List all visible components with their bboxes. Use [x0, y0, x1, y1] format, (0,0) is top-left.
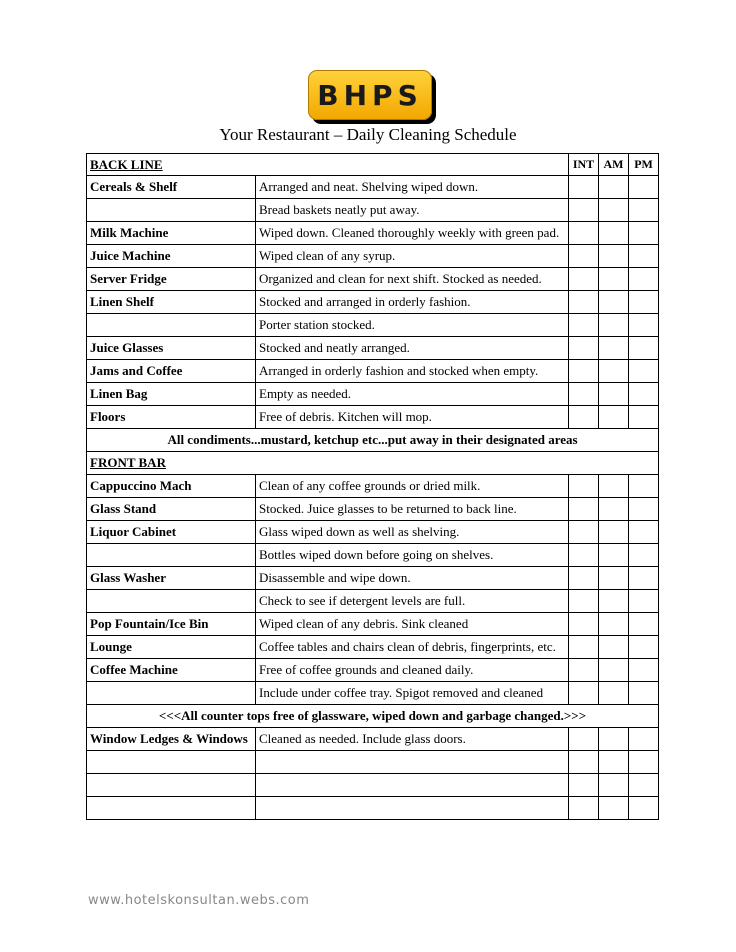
item-name: Liquor Cabinet: [87, 521, 256, 544]
check-pm-cell[interactable]: [629, 544, 659, 567]
check-pm-cell[interactable]: [629, 774, 659, 797]
task-description: Porter station stocked.: [256, 314, 569, 337]
check-pm-cell[interactable]: [629, 291, 659, 314]
check-int-cell[interactable]: [569, 498, 599, 521]
check-pm-cell[interactable]: [629, 176, 659, 199]
table-row: [87, 682, 659, 705]
check-am-cell[interactable]: [599, 682, 629, 705]
item-name: [87, 314, 256, 337]
task-description: Bottles wiped down before going on shelves.: [256, 544, 569, 567]
section-front-bar: FRONT BAR: [87, 452, 659, 475]
table-row: [87, 498, 659, 521]
item-name: [87, 751, 256, 774]
logo-text: BHPS: [317, 78, 423, 112]
schedule-body: [87, 154, 659, 820]
item-name: [87, 544, 256, 567]
check-int-cell[interactable]: [569, 567, 599, 590]
check-am-cell[interactable]: [599, 613, 629, 636]
header-row: [87, 154, 659, 176]
check-int-cell[interactable]: [569, 544, 599, 567]
task-description: Bread baskets neatly put away.: [256, 199, 569, 222]
check-am-cell[interactable]: [599, 314, 629, 337]
check-int-cell[interactable]: [569, 728, 599, 751]
item-name: [87, 590, 256, 613]
check-pm-cell[interactable]: [629, 751, 659, 774]
check-pm-cell[interactable]: [629, 383, 659, 406]
check-am-cell[interactable]: [599, 291, 629, 314]
task-description: Include under coffee tray. Spigot removed and cleaned: [256, 682, 569, 705]
table-row: [87, 567, 659, 590]
check-am-cell[interactable]: [599, 774, 629, 797]
item-name: Glass Washer: [87, 567, 256, 590]
check-am-cell[interactable]: [599, 406, 629, 429]
task-description: Free of coffee grounds and cleaned daily.: [256, 659, 569, 682]
table-row: [87, 544, 659, 567]
task-description: [256, 751, 569, 774]
col-int: INT: [569, 154, 599, 176]
check-pm-cell[interactable]: [629, 682, 659, 705]
check-pm-cell[interactable]: [629, 337, 659, 360]
table-row: [87, 613, 659, 636]
col-pm: PM: [629, 154, 659, 176]
check-int-cell[interactable]: [569, 222, 599, 245]
check-am-cell[interactable]: [599, 728, 629, 751]
check-am-cell[interactable]: [599, 383, 629, 406]
item-name: Cappuccino Mach: [87, 475, 256, 498]
check-pm-cell[interactable]: [629, 222, 659, 245]
task-description: Arranged in orderly fashion and stocked when empty.: [256, 360, 569, 383]
check-int-cell[interactable]: [569, 383, 599, 406]
check-pm-cell[interactable]: [629, 314, 659, 337]
check-int-cell[interactable]: [569, 268, 599, 291]
check-pm-cell[interactable]: [629, 590, 659, 613]
table-row: [87, 590, 659, 613]
check-int-cell[interactable]: [569, 797, 599, 820]
cleaning-schedule-table: [86, 153, 659, 820]
check-pm-cell[interactable]: [629, 360, 659, 383]
table-row: [87, 521, 659, 544]
table-row: [87, 199, 659, 222]
item-name: Juice Glasses: [87, 337, 256, 360]
check-pm-cell[interactable]: [629, 521, 659, 544]
table-row: [87, 314, 659, 337]
item-name: Jams and Coffee: [87, 360, 256, 383]
table-row: [87, 659, 659, 682]
check-am-cell[interactable]: [599, 521, 629, 544]
task-description: Cleaned as needed. Include glass doors.: [256, 728, 569, 751]
check-pm-cell[interactable]: [629, 728, 659, 751]
check-int-cell[interactable]: [569, 590, 599, 613]
back-line-note: All condiments...mustard, ketchup etc...put away in their designated areas: [87, 429, 659, 452]
check-int-cell[interactable]: [569, 360, 599, 383]
item-name: [87, 682, 256, 705]
check-int-cell[interactable]: [569, 636, 599, 659]
table-row: [87, 176, 659, 199]
item-name: Linen Shelf: [87, 291, 256, 314]
check-int-cell[interactable]: [569, 475, 599, 498]
task-description: Empty as needed.: [256, 383, 569, 406]
check-pm-cell[interactable]: [629, 636, 659, 659]
check-int-cell[interactable]: [569, 682, 599, 705]
task-description: Wiped down. Cleaned thoroughly weekly with green pad.: [256, 222, 569, 245]
item-name: Window Ledges & Windows: [87, 728, 256, 751]
item-name: Floors: [87, 406, 256, 429]
task-description: [256, 774, 569, 797]
task-description: Free of debris. Kitchen will mop.: [256, 406, 569, 429]
task-description: Glass wiped down as well as shelving.: [256, 521, 569, 544]
table-row: [87, 774, 659, 797]
item-name: [87, 797, 256, 820]
item-name: Cereals & Shelf: [87, 176, 256, 199]
item-name: Server Fridge: [87, 268, 256, 291]
table-row: [87, 636, 659, 659]
check-int-cell[interactable]: [569, 245, 599, 268]
check-am-cell[interactable]: [599, 176, 629, 199]
item-name: Lounge: [87, 636, 256, 659]
table-row: [87, 383, 659, 406]
table-row: [87, 475, 659, 498]
task-description: Arranged and neat. Shelving wiped down.: [256, 176, 569, 199]
check-int-cell[interactable]: [569, 751, 599, 774]
check-pm-cell[interactable]: [629, 475, 659, 498]
task-description: Disassemble and wipe down.: [256, 567, 569, 590]
task-description: Wiped clean of any syrup.: [256, 245, 569, 268]
check-int-cell[interactable]: [569, 521, 599, 544]
check-int-cell[interactable]: [569, 314, 599, 337]
check-am-cell[interactable]: [599, 498, 629, 521]
section-front-bar-row: [87, 452, 659, 475]
table-row: [87, 728, 659, 751]
check-int-cell[interactable]: [569, 199, 599, 222]
table-row: [87, 797, 659, 820]
task-description: Clean of any coffee grounds or dried milk.: [256, 475, 569, 498]
check-am-cell[interactable]: [599, 268, 629, 291]
check-am-cell[interactable]: [599, 659, 629, 682]
item-name: [87, 199, 256, 222]
check-pm-cell[interactable]: [629, 797, 659, 820]
table-row: [87, 751, 659, 774]
task-description: Stocked. Juice glasses to be returned to back line.: [256, 498, 569, 521]
check-pm-cell[interactable]: [629, 245, 659, 268]
check-am-cell[interactable]: [599, 245, 629, 268]
check-am-cell[interactable]: [599, 199, 629, 222]
check-int-cell[interactable]: [569, 291, 599, 314]
task-description: Stocked and neatly arranged.: [256, 337, 569, 360]
check-pm-cell[interactable]: [629, 406, 659, 429]
task-description: Stocked and arranged in orderly fashion.: [256, 291, 569, 314]
check-int-cell[interactable]: [569, 659, 599, 682]
front-bar-note: <<<All counter tops free of glassware, wiped down and garbage changed.>>>: [87, 705, 659, 728]
front-bar-note-row: [87, 705, 659, 728]
check-am-cell[interactable]: [599, 797, 629, 820]
page-title: Your Restaurant – Daily Cleaning Schedule: [219, 125, 517, 144]
task-description: [256, 797, 569, 820]
check-int-cell[interactable]: [569, 337, 599, 360]
check-am-cell[interactable]: [599, 337, 629, 360]
item-name: Juice Machine: [87, 245, 256, 268]
check-pm-cell[interactable]: [629, 268, 659, 291]
check-pm-cell[interactable]: [629, 659, 659, 682]
table-row: [87, 222, 659, 245]
section-back-line: BACK LINE: [87, 154, 569, 176]
item-name: Glass Stand: [87, 498, 256, 521]
check-am-cell[interactable]: [599, 567, 629, 590]
task-description: Organized and clean for next shift. Stocked as needed.: [256, 268, 569, 291]
item-name: Coffee Machine: [87, 659, 256, 682]
check-int-cell[interactable]: [569, 176, 599, 199]
check-am-cell[interactable]: [599, 590, 629, 613]
check-pm-cell[interactable]: [629, 613, 659, 636]
table-row: [87, 360, 659, 383]
check-am-cell[interactable]: [599, 360, 629, 383]
item-name: [87, 774, 256, 797]
task-description: Check to see if detergent levels are full.: [256, 590, 569, 613]
col-am: AM: [599, 154, 629, 176]
check-int-cell[interactable]: [569, 613, 599, 636]
item-name: Pop Fountain/Ice Bin: [87, 613, 256, 636]
check-am-cell[interactable]: [599, 636, 629, 659]
bhps-logo: [308, 70, 432, 120]
footer-url: www.hotelskonsultan.webs.com: [88, 893, 310, 908]
check-int-cell[interactable]: [569, 406, 599, 429]
task-description: Wiped clean of any debris. Sink cleaned: [256, 613, 569, 636]
table-row: [87, 268, 659, 291]
check-am-cell[interactable]: [599, 475, 629, 498]
task-description: Coffee tables and chairs clean of debris, fingerprints, etc.: [256, 636, 569, 659]
item-name: Milk Machine: [87, 222, 256, 245]
check-am-cell[interactable]: [599, 751, 629, 774]
check-pm-cell[interactable]: [629, 199, 659, 222]
check-am-cell[interactable]: [599, 222, 629, 245]
back-line-note-row: [87, 429, 659, 452]
table-row: [87, 245, 659, 268]
check-pm-cell[interactable]: [629, 567, 659, 590]
check-pm-cell[interactable]: [629, 498, 659, 521]
item-name: Linen Bag: [87, 383, 256, 406]
check-int-cell[interactable]: [569, 774, 599, 797]
table-row: [87, 291, 659, 314]
table-row: [87, 406, 659, 429]
check-am-cell[interactable]: [599, 544, 629, 567]
table-row: [87, 337, 659, 360]
